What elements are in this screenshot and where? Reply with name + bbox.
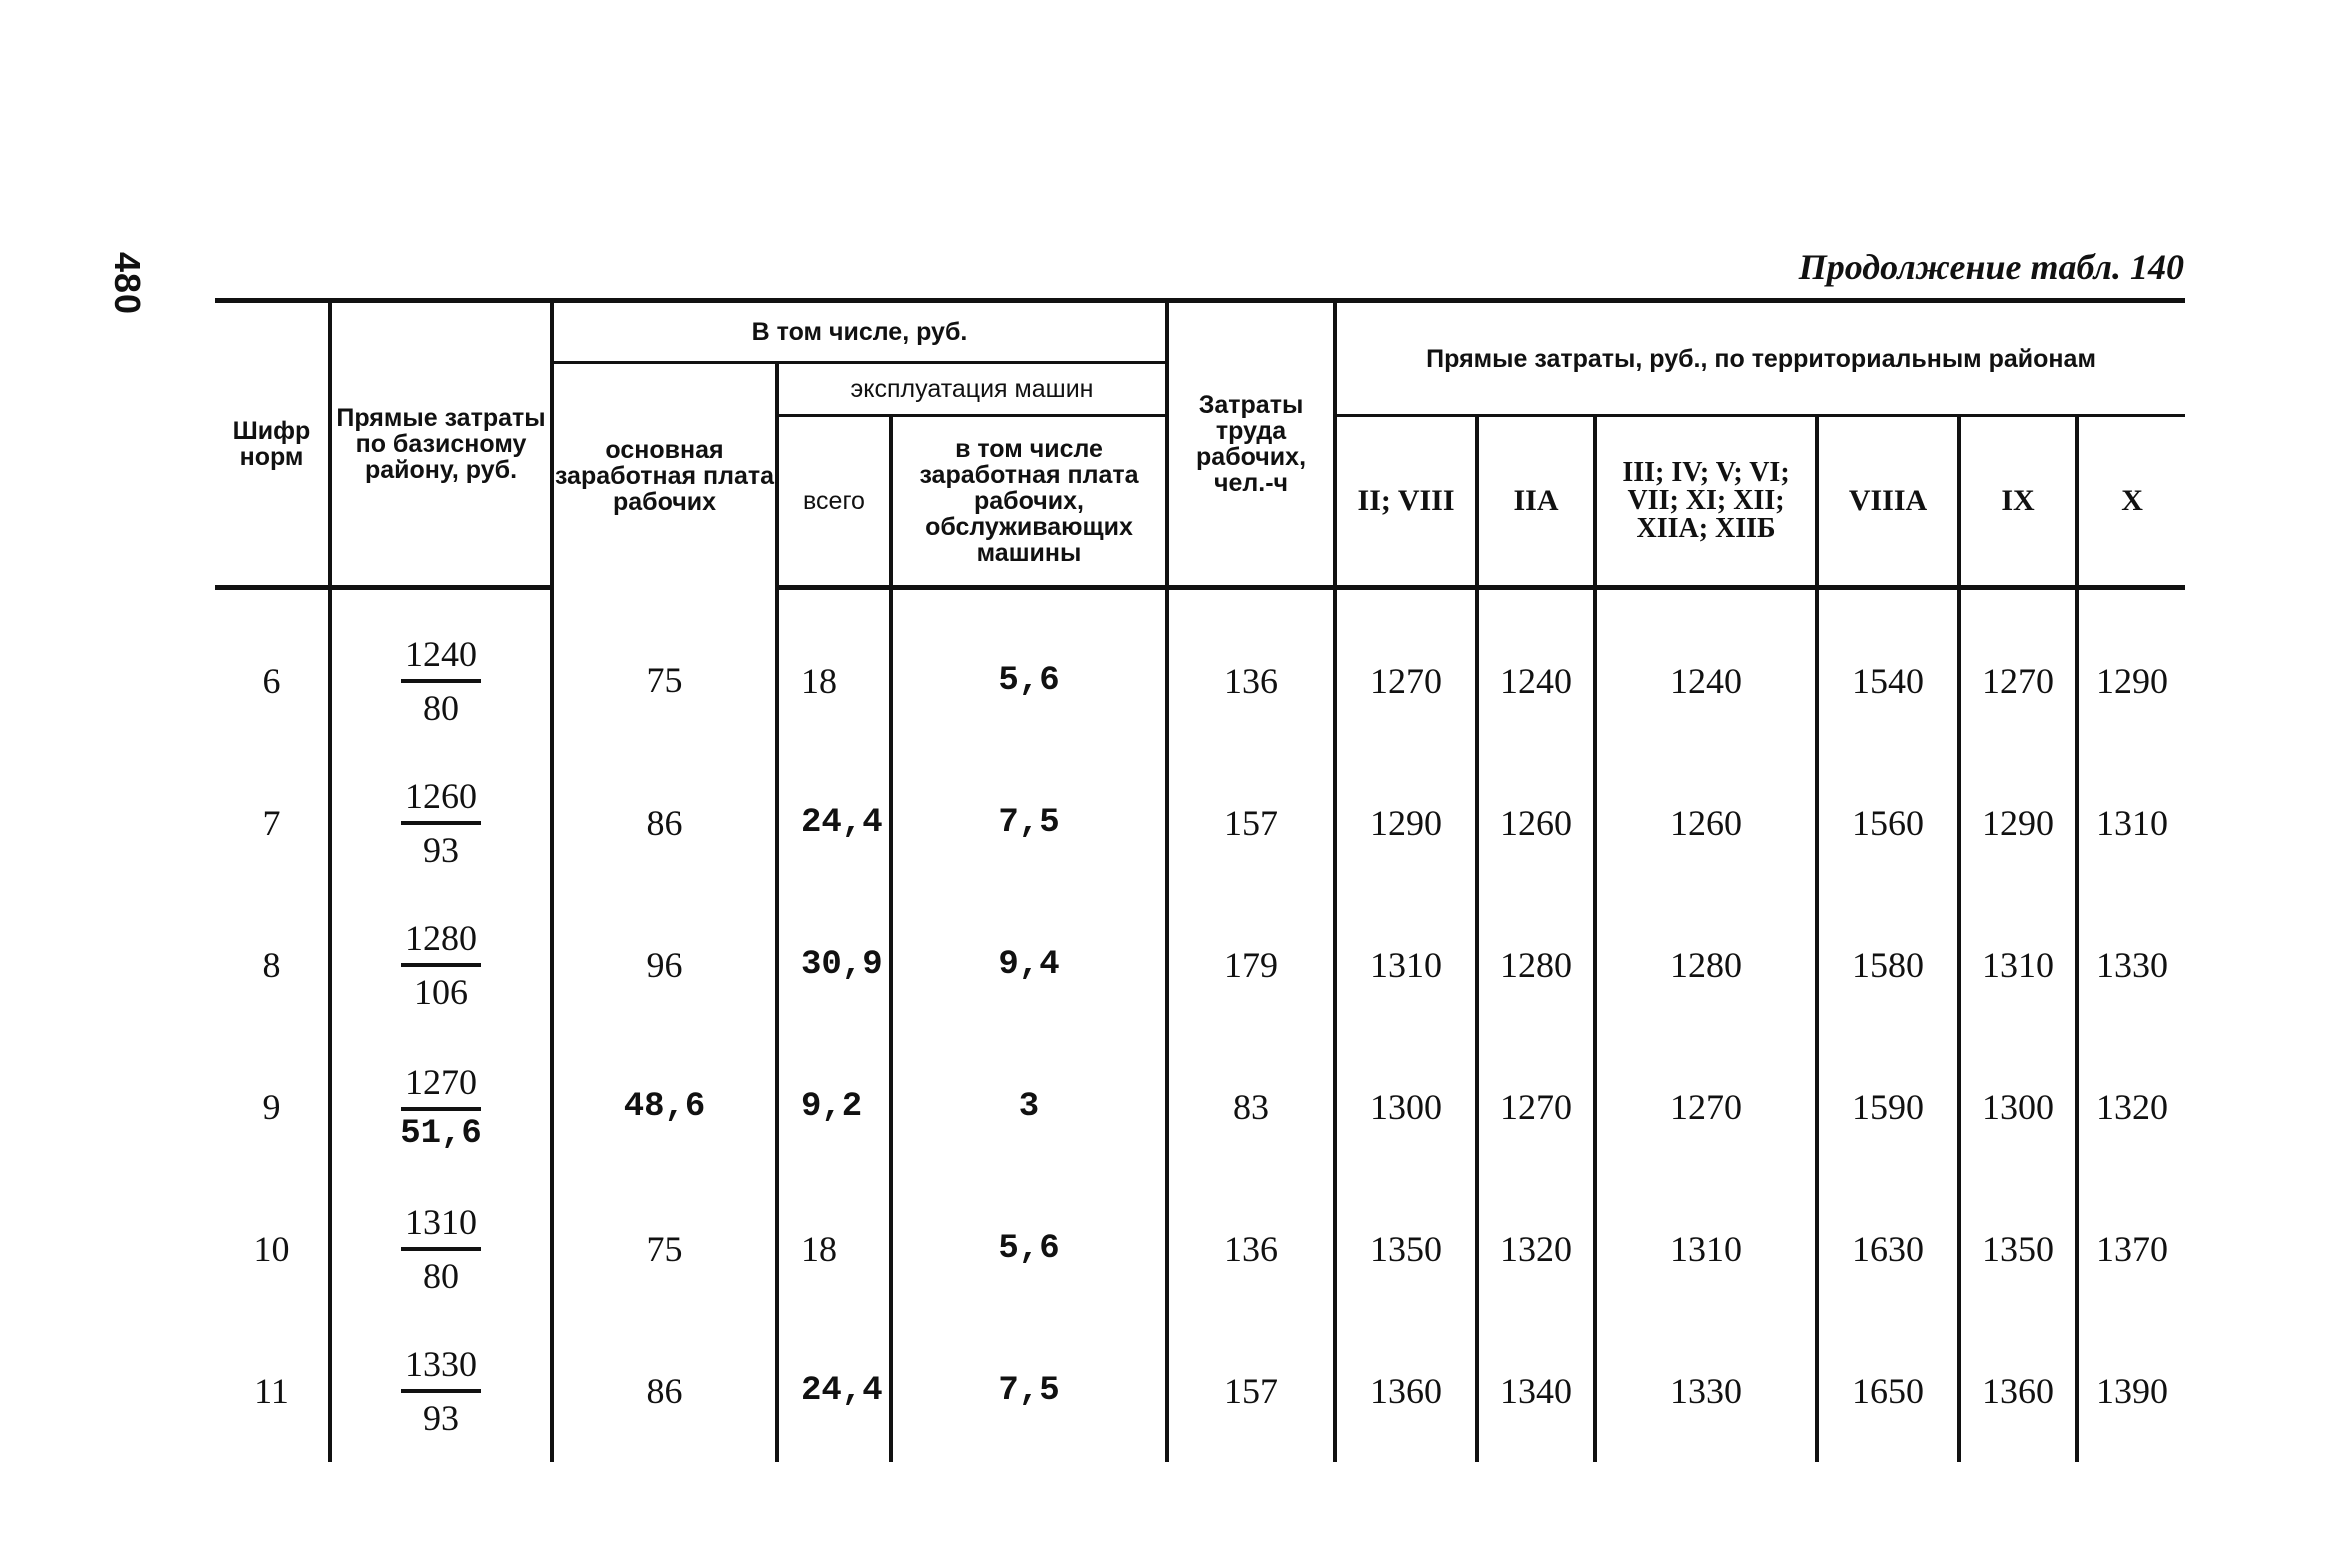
cell-direct-base <box>330 894 552 1036</box>
direct-cost-total: 1260 <box>401 775 481 825</box>
cell-region-6: 1390 <box>2077 1320 2185 1462</box>
cell-machines-wage: 3 <box>891 1036 1167 1178</box>
header-region-1: II; VIII <box>1335 416 1477 588</box>
header-region-2: IIА <box>1477 416 1595 588</box>
cell-region-6: 1330 <box>2077 894 2185 1036</box>
cell-region-1: 1350 <box>1335 1178 1477 1320</box>
cell-direct-base <box>330 1036 552 1178</box>
cell-machines-total: 18 <box>777 1178 891 1320</box>
direct-cost-total: 1280 <box>401 917 481 967</box>
cell-direct-base <box>330 588 552 753</box>
cell-machines-wage: 7,5 <box>891 1320 1167 1462</box>
header-machines-wage: в том числе заработная плата рабочих, обслуживающих машины <box>891 416 1167 588</box>
cell-region-4: 1650 <box>1817 1320 1959 1462</box>
cell-code: 8 <box>262 945 281 985</box>
cell-code: 11 <box>254 1371 289 1411</box>
cell-machines-total: 30,9 <box>777 894 891 1036</box>
direct-cost-total: 1310 <box>401 1201 481 1251</box>
direct-cost-total: 1240 <box>401 633 481 683</box>
cell-region-1: 1290 <box>1335 752 1477 894</box>
cell-region-3: 1270 <box>1595 1036 1817 1178</box>
cell-direct-base <box>330 1178 552 1320</box>
cell-region-5: 1290 <box>1959 752 2077 894</box>
cell-region-1: 1270 <box>1335 588 1477 753</box>
cell-region-1: 1310 <box>1335 894 1477 1036</box>
cell-direct-base <box>330 752 552 894</box>
cell-region-3: 1310 <box>1595 1178 1817 1320</box>
cell-code: 6 <box>262 661 281 701</box>
cell-region-5: 1310 <box>1959 894 2077 1036</box>
direct-cost-total: 1330 <box>401 1343 481 1393</box>
header-region-4: VIIIА <box>1817 416 1959 588</box>
header-incl-group: В том числе, руб. <box>552 301 1167 363</box>
cell-region-2: 1260 <box>1477 752 1595 894</box>
cell-basic-wage: 75 <box>552 588 777 753</box>
table-row <box>215 752 2185 894</box>
direct-cost-sub: 93 <box>423 830 459 870</box>
cell-code: 7 <box>262 803 281 843</box>
header-region-3: III; IV; V; VI; VII; XI; XII; XIIА; XIIБ <box>1595 416 1817 588</box>
cell-labor: 157 <box>1167 752 1335 894</box>
cell-code: 9 <box>262 1087 281 1127</box>
cell-machines-total: 24,4 <box>777 752 891 894</box>
cell-region-4: 1540 <box>1817 588 1959 753</box>
header-code: Шифр норм <box>215 301 330 588</box>
cell-region-4: 1580 <box>1817 894 1959 1036</box>
table-row <box>215 894 2185 1036</box>
cell-region-4: 1630 <box>1817 1178 1959 1320</box>
cell-region-3: 1260 <box>1595 752 1817 894</box>
cell-region-3: 1330 <box>1595 1320 1817 1462</box>
table-body <box>215 588 2185 1463</box>
direct-cost-fraction <box>401 1201 481 1297</box>
cell-basic-wage: 86 <box>552 1320 777 1462</box>
cell-region-3: 1240 <box>1595 588 1817 753</box>
table-row <box>215 1178 2185 1320</box>
table-continuation-label: Продолжение табл. 140 <box>1798 247 2184 287</box>
cell-region-5: 1350 <box>1959 1178 2077 1320</box>
table-row <box>215 1036 2185 1178</box>
header-direct-base: Прямые затраты по базисному району, руб. <box>330 301 552 588</box>
header-region-6: X <box>2077 416 2185 588</box>
norms-table <box>215 298 2185 1462</box>
cell-basic-wage: 48,6 <box>552 1036 777 1178</box>
direct-cost-sub: 106 <box>414 972 468 1012</box>
header-region-5: IX <box>1959 416 2077 588</box>
cell-region-6: 1290 <box>2077 588 2185 753</box>
header-regions-group: Прямые затраты, руб., по территориальным районам <box>1335 301 2185 416</box>
page-number: 480 <box>107 252 148 316</box>
table-row <box>215 1320 2185 1462</box>
cell-labor: 136 <box>1167 588 1335 753</box>
cell-region-4: 1590 <box>1817 1036 1959 1178</box>
direct-cost-fraction <box>401 633 481 729</box>
norms-table-container <box>215 298 2185 1462</box>
cell-direct-base <box>330 1320 552 1462</box>
cell-labor: 136 <box>1167 1178 1335 1320</box>
cell-region-1: 1360 <box>1335 1320 1477 1462</box>
cell-region-1: 1300 <box>1335 1036 1477 1178</box>
cell-labor: 83 <box>1167 1036 1335 1178</box>
cell-region-2: 1270 <box>1477 1036 1595 1178</box>
direct-cost-sub: 93 <box>423 1398 459 1438</box>
table-header <box>215 301 2185 588</box>
direct-cost-fraction <box>401 1343 481 1439</box>
header-machines-group: эксплуатация машин <box>777 363 1167 416</box>
cell-machines-wage: 5,6 <box>891 1178 1167 1320</box>
cell-machines-total: 9,2 <box>777 1036 891 1178</box>
cell-region-6: 1310 <box>2077 752 2185 894</box>
direct-cost-sub: 51,6 <box>400 1115 482 1153</box>
cell-machines-wage: 7,5 <box>891 752 1167 894</box>
direct-cost-fraction <box>401 917 481 1013</box>
direct-cost-sub: 80 <box>423 1256 459 1296</box>
cell-machines-wage: 9,4 <box>891 894 1167 1036</box>
cell-machines-total: 24,4 <box>777 1320 891 1462</box>
cell-machines-wage: 5,6 <box>891 588 1167 753</box>
cell-region-2: 1240 <box>1477 588 1595 753</box>
header-basic-wage: основная заработная плата рабочих <box>552 363 777 588</box>
table-row <box>215 588 2185 753</box>
cell-region-2: 1320 <box>1477 1178 1595 1320</box>
cell-region-3: 1280 <box>1595 894 1817 1036</box>
cell-region-2: 1280 <box>1477 894 1595 1036</box>
direct-cost-fraction <box>400 1061 482 1153</box>
cell-labor: 157 <box>1167 1320 1335 1462</box>
cell-region-2: 1340 <box>1477 1320 1595 1462</box>
cell-region-5: 1360 <box>1959 1320 2077 1462</box>
cell-region-4: 1560 <box>1817 752 1959 894</box>
header-labor: Затраты труда рабочих, чел.-ч <box>1167 301 1335 588</box>
cell-region-5: 1270 <box>1959 588 2077 753</box>
direct-cost-total: 1270 <box>401 1061 481 1111</box>
cell-basic-wage: 75 <box>552 1178 777 1320</box>
header-machines-total: всего <box>777 416 891 588</box>
cell-labor: 179 <box>1167 894 1335 1036</box>
cell-machines-total: 18 <box>777 588 891 753</box>
cell-code: 10 <box>253 1229 290 1269</box>
direct-cost-sub: 80 <box>423 688 459 728</box>
cell-region-5: 1300 <box>1959 1036 2077 1178</box>
cell-region-6: 1320 <box>2077 1036 2185 1178</box>
cell-region-6: 1370 <box>2077 1178 2185 1320</box>
cell-basic-wage: 86 <box>552 752 777 894</box>
direct-cost-fraction <box>401 775 481 871</box>
cell-basic-wage: 96 <box>552 894 777 1036</box>
